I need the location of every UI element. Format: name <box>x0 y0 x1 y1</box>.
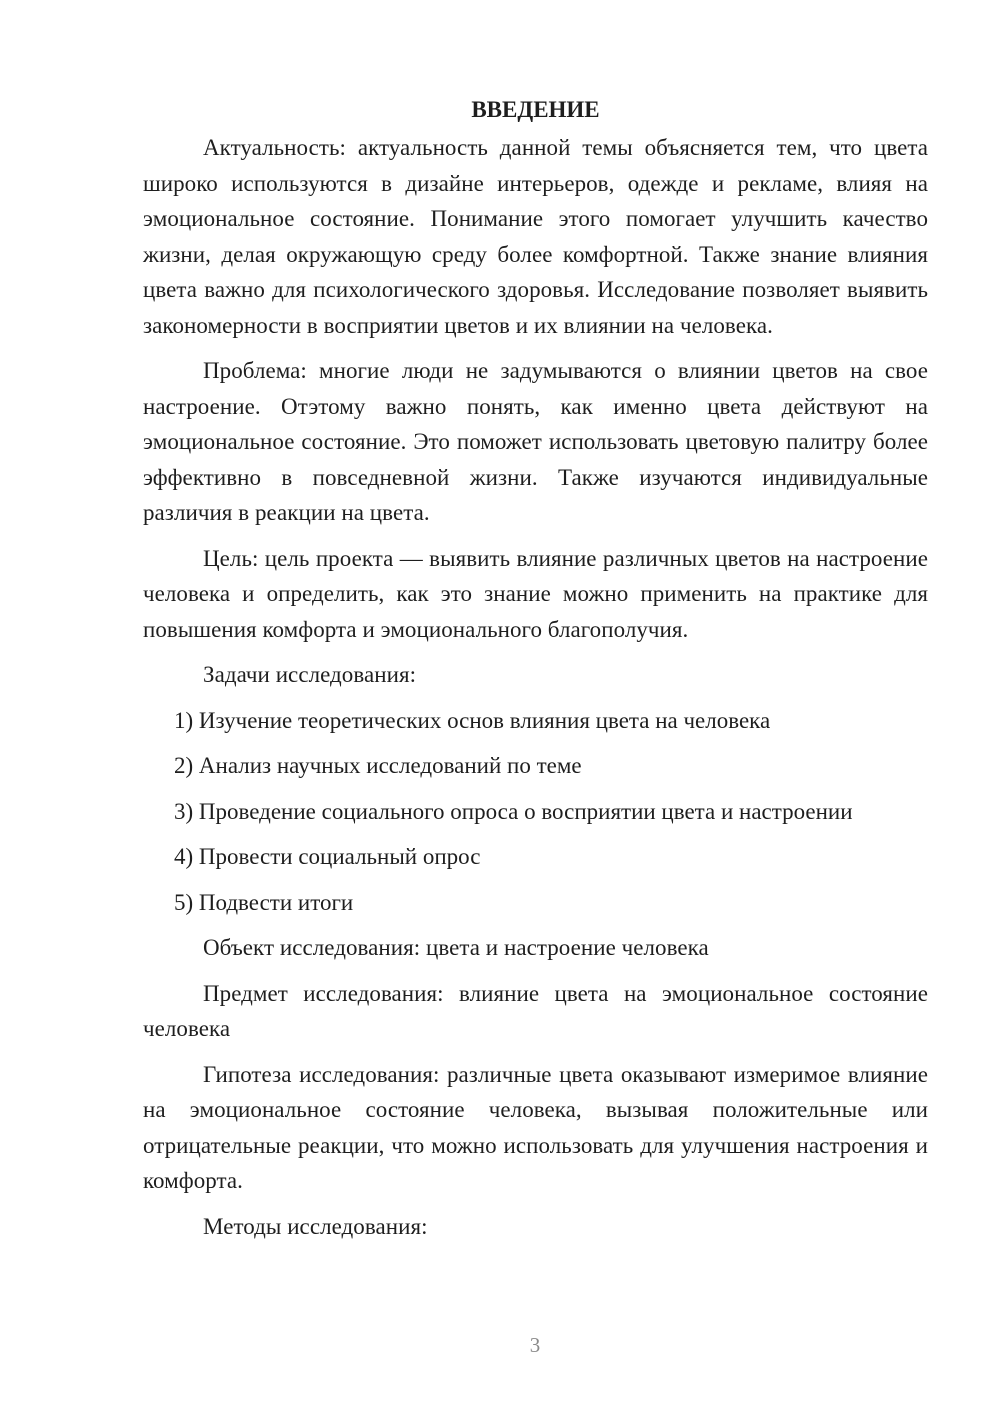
list-item: 3) Проведение социального опроса о восприятии цвета и настроении <box>174 798 853 824</box>
list-item: 1) Изучение теоретических основ влияния цвета на человека <box>174 707 771 733</box>
page-title: ВВЕДЕНИЕ <box>471 97 600 122</box>
relevance-paragraph: Актуальность: актуальность данной темы объясняется тем, что цвета широко используются в дизайне интерьеров, одежде и рекламе, влияя на эмоциональное состояние. Понимание этого помогает улучшить качество жизни, делая окружающую среду более комфортной. Также знание влияния цвета важно для психологического здоровья. Исследование позволяет выявить закономерности в восприятии цветов и их влиянии на человека. <box>143 135 928 338</box>
list-item: 2) Анализ научных исследований по теме <box>174 753 582 778</box>
problem-paragraph: Проблема: многие люди не задумываются о влиянии цветов на свое настроение. Отэтому важно понять, как именно цвета действуют на эмоциональное состояние. Это поможет использовать цветовую палитру более эффективно в повседневной жизни. Также изучаются индивидуальные различия в реакции на цвета. <box>143 358 928 525</box>
methods-title: Методы исследования: <box>203 1213 428 1239</box>
object-paragraph: Объект исследования: цвета и настроение человека <box>203 935 709 960</box>
tasks-title: Задачи исследования: <box>203 662 417 687</box>
goal-paragraph: Цель: цель проекта — выявить влияние различных цветов на настроение человека и определить, как это знание можно применить на практике для повышения комфорта и эмоционального благополучия. <box>143 545 928 642</box>
page-number: 3 <box>529 1333 541 1357</box>
document-page <box>143 90 928 1254</box>
list-item: 5) Подвести итоги <box>174 889 354 915</box>
tasks-list <box>143 703 928 921</box>
hypothesis-paragraph: Гипотеза исследования: различные цвета оказывают измеримое влияние на эмоциональное состояние человека, вызывая положительные или отрицательные реакции, что можно использовать для улучшения настроения и комфорта. <box>143 1061 928 1193</box>
subject-paragraph: Предмет исследования: влияние цвета на эмоциональное состояние человека <box>143 980 928 1041</box>
list-item: 4) Провести социальный опрос <box>174 844 481 869</box>
